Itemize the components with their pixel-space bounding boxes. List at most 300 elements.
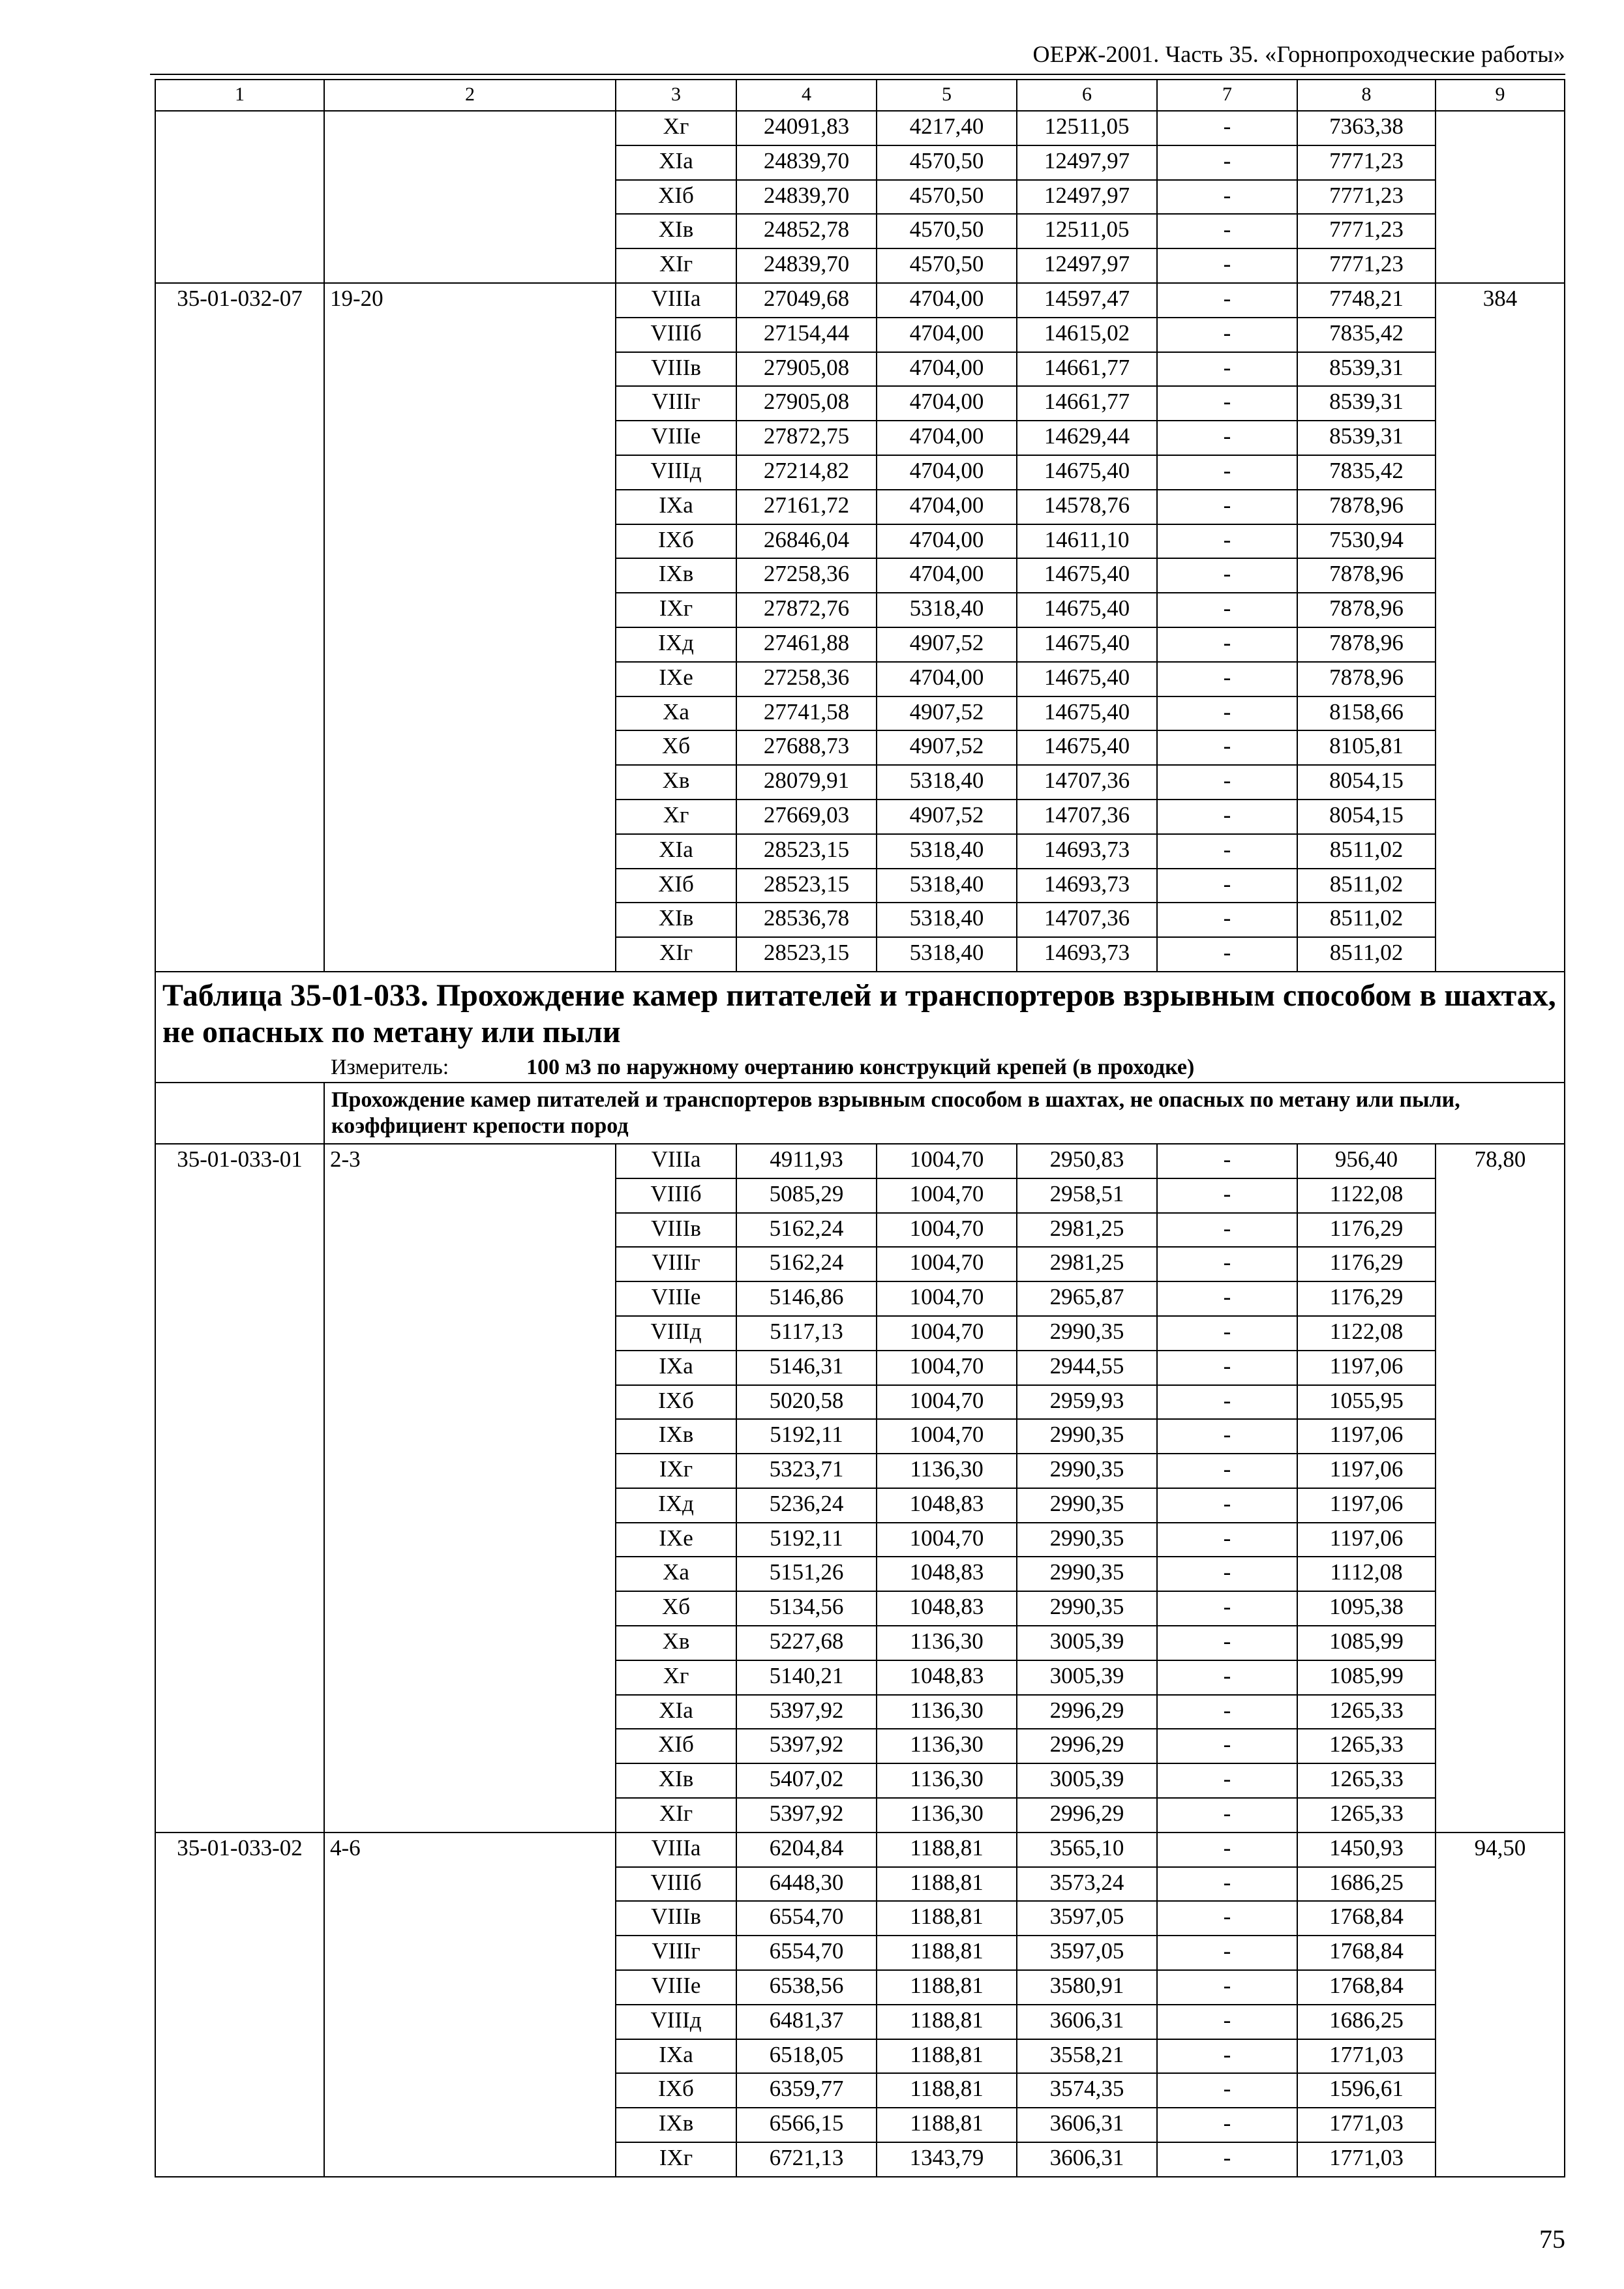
- rock-group-cell: [324, 696, 616, 731]
- table-row: [155, 1901, 1565, 1936]
- wages-cell: 1004,70: [877, 1351, 1017, 1385]
- rock-group-cell: [324, 1316, 616, 1351]
- direct-cost-cell: 5162,24: [736, 1213, 877, 1248]
- driver-wages-cell: -: [1157, 1901, 1297, 1936]
- labor-cost-cell: [1436, 490, 1565, 524]
- table-row: [155, 937, 1565, 972]
- labor-cost-cell: [1436, 1281, 1565, 1316]
- rate-code-cell: [155, 834, 324, 869]
- driver-wages-cell: -: [1157, 696, 1297, 731]
- labor-cost-cell: [1436, 1316, 1565, 1351]
- category-cell: ХIб: [616, 1729, 736, 1763]
- materials-cell: 8511,02: [1297, 937, 1436, 972]
- table-row: [155, 1213, 1565, 1248]
- machines-cell: 14675,40: [1017, 696, 1157, 731]
- machines-cell: 12511,05: [1017, 214, 1157, 248]
- driver-wages-cell: -: [1157, 1144, 1297, 1178]
- rock-group-cell: [324, 1247, 616, 1281]
- machines-cell: 14611,10: [1017, 524, 1157, 559]
- materials-cell: 1265,33: [1297, 1763, 1436, 1798]
- machines-cell: 14693,73: [1017, 869, 1157, 903]
- category-cell: ХIа: [616, 145, 736, 180]
- driver-wages-cell: -: [1157, 627, 1297, 662]
- table-row: [155, 1695, 1565, 1729]
- category-cell: IХа: [616, 2039, 736, 2074]
- wages-cell: 4704,00: [877, 524, 1017, 559]
- wages-cell: 1136,30: [877, 1454, 1017, 1488]
- wages-cell: 4704,00: [877, 421, 1017, 455]
- table-row: [155, 1488, 1565, 1523]
- driver-wages-cell: -: [1157, 2108, 1297, 2142]
- machines-cell: 14661,77: [1017, 352, 1157, 387]
- materials-cell: 1686,25: [1297, 1867, 1436, 1902]
- driver-wages-cell: -: [1157, 1729, 1297, 1763]
- rock-group-cell: [324, 1970, 616, 2005]
- rate-code-cell: [155, 2005, 324, 2039]
- rate-code-cell: [155, 558, 324, 593]
- rock-group-cell: [324, 2108, 616, 2142]
- rate-code-cell: [155, 1523, 324, 1557]
- driver-wages-cell: -: [1157, 1557, 1297, 1591]
- category-cell: ХIв: [616, 214, 736, 248]
- rock-group-cell: [324, 1729, 616, 1763]
- direct-cost-cell: 5134,56: [736, 1591, 877, 1626]
- labor-cost-cell: [1436, 1901, 1565, 1936]
- direct-cost-cell: 27669,03: [736, 800, 877, 834]
- materials-cell: 1085,99: [1297, 1660, 1436, 1695]
- table-row: [155, 1178, 1565, 1213]
- labor-cost-cell: [1436, 869, 1565, 903]
- labor-cost-cell: [1436, 1763, 1565, 1798]
- measure-value: 100 м3 по наружному очертанию конструкций крепей (в проходке): [526, 1055, 1195, 1079]
- wages-cell: 4704,00: [877, 662, 1017, 696]
- materials-cell: 8511,02: [1297, 903, 1436, 937]
- machines-cell: 14615,02: [1017, 318, 1157, 352]
- wages-cell: 1048,83: [877, 1557, 1017, 1591]
- direct-cost-cell: 5323,71: [736, 1454, 877, 1488]
- table-row: [155, 869, 1565, 903]
- labor-cost-cell: [1436, 2039, 1565, 2074]
- machines-cell: 14661,77: [1017, 386, 1157, 421]
- table-row: [155, 627, 1565, 662]
- category-cell: IХа: [616, 1351, 736, 1385]
- labor-cost-cell: [1436, 1557, 1565, 1591]
- table-row: [155, 800, 1565, 834]
- category-cell: IХе: [616, 662, 736, 696]
- labor-cost-cell: [1436, 1729, 1565, 1763]
- driver-wages-cell: -: [1157, 1867, 1297, 1902]
- driver-wages-cell: -: [1157, 421, 1297, 455]
- labor-cost-cell: [1436, 593, 1565, 627]
- direct-cost-cell: 6554,70: [736, 1901, 877, 1936]
- rate-code-cell: [155, 421, 324, 455]
- table-row: [155, 248, 1565, 283]
- rate-code-cell: [155, 593, 324, 627]
- table-row: [155, 283, 1565, 318]
- table-row: [155, 421, 1565, 455]
- table-row: [155, 1281, 1565, 1316]
- direct-cost-cell: 28523,15: [736, 869, 877, 903]
- category-cell: Хв: [616, 1626, 736, 1660]
- wages-cell: 4570,50: [877, 180, 1017, 215]
- machines-cell: 3606,31: [1017, 2005, 1157, 2039]
- machines-cell: 12497,97: [1017, 145, 1157, 180]
- rate-code-cell: [155, 1488, 324, 1523]
- wages-cell: 5318,40: [877, 834, 1017, 869]
- driver-wages-cell: -: [1157, 937, 1297, 972]
- driver-wages-cell: -: [1157, 386, 1297, 421]
- category-cell: IХв: [616, 1419, 736, 1454]
- driver-wages-cell: -: [1157, 558, 1297, 593]
- driver-wages-cell: -: [1157, 662, 1297, 696]
- rate-code-cell: [155, 2073, 324, 2108]
- rock-group-cell: [324, 1763, 616, 1798]
- direct-cost-cell: 24852,78: [736, 214, 877, 248]
- labor-cost-cell: [1436, 800, 1565, 834]
- machines-cell: 2996,29: [1017, 1798, 1157, 1833]
- measure-line: [162, 1053, 1557, 1082]
- driver-wages-cell: -: [1157, 593, 1297, 627]
- machines-cell: 14693,73: [1017, 834, 1157, 869]
- machines-cell: 2944,55: [1017, 1351, 1157, 1385]
- materials-cell: 1112,08: [1297, 1557, 1436, 1591]
- rate-code-cell: [155, 1867, 324, 1902]
- materials-cell: 1265,33: [1297, 1729, 1436, 1763]
- machines-cell: 3606,31: [1017, 2108, 1157, 2142]
- rock-group-cell: 19-20: [324, 283, 616, 318]
- labor-cost-cell: [1436, 2073, 1565, 2108]
- labor-cost-cell: [1436, 1178, 1565, 1213]
- machines-cell: 2958,51: [1017, 1178, 1157, 1213]
- labor-cost-cell: [1436, 1936, 1565, 1970]
- table-row: [155, 1626, 1565, 1660]
- materials-cell: 8511,02: [1297, 869, 1436, 903]
- wages-cell: 4704,00: [877, 558, 1017, 593]
- direct-cost-cell: 6554,70: [736, 1936, 877, 1970]
- wages-cell: 1188,81: [877, 1936, 1017, 1970]
- machines-cell: 12511,05: [1017, 111, 1157, 145]
- rock-group-cell: [324, 937, 616, 972]
- machines-cell: 14675,40: [1017, 627, 1157, 662]
- table-row: [155, 180, 1565, 215]
- table-row: [155, 834, 1565, 869]
- wages-cell: 1004,70: [877, 1281, 1017, 1316]
- labor-cost-cell: [1436, 696, 1565, 731]
- rate-code-cell: [155, 1729, 324, 1763]
- materials-cell: 1771,03: [1297, 2039, 1436, 2074]
- direct-cost-cell: 5397,92: [736, 1729, 877, 1763]
- machines-cell: 2996,29: [1017, 1695, 1157, 1729]
- category-cell: VIIIг: [616, 1936, 736, 1970]
- wages-cell: 5318,40: [877, 593, 1017, 627]
- direct-cost-cell: 26846,04: [736, 524, 877, 559]
- table-title-cell: [155, 972, 1565, 1083]
- machines-cell: 2981,25: [1017, 1247, 1157, 1281]
- labor-cost-cell: [1436, 1213, 1565, 1248]
- rock-group-cell: [324, 1901, 616, 1936]
- direct-cost-cell: 5085,29: [736, 1178, 877, 1213]
- wages-cell: 1188,81: [877, 2005, 1017, 2039]
- category-cell: ХIа: [616, 1695, 736, 1729]
- rate-code-cell: [155, 1351, 324, 1385]
- wages-cell: 1004,70: [877, 1419, 1017, 1454]
- wages-cell: 1188,81: [877, 2039, 1017, 2074]
- table-row: [155, 1729, 1565, 1763]
- table-row: [155, 1144, 1565, 1178]
- driver-wages-cell: -: [1157, 1798, 1297, 1833]
- labor-cost-cell: 384: [1436, 283, 1565, 318]
- materials-cell: 8511,02: [1297, 834, 1436, 869]
- rock-group-cell: [324, 318, 616, 352]
- materials-cell: 1265,33: [1297, 1695, 1436, 1729]
- rate-code-cell: [155, 352, 324, 387]
- rate-code-cell: [155, 1385, 324, 1420]
- table-row: [155, 2108, 1565, 2142]
- direct-cost-cell: 6204,84: [736, 1833, 877, 1867]
- machines-cell: 3573,24: [1017, 1867, 1157, 1902]
- driver-wages-cell: -: [1157, 765, 1297, 800]
- wages-cell: 1136,30: [877, 1763, 1017, 1798]
- direct-cost-cell: 27258,36: [736, 558, 877, 593]
- labor-cost-cell: [1436, 1660, 1565, 1695]
- category-cell: VIIIд: [616, 2005, 736, 2039]
- driver-wages-cell: -: [1157, 730, 1297, 765]
- rock-group-cell: [324, 765, 616, 800]
- labor-cost-cell: [1436, 834, 1565, 869]
- category-cell: VIIIа: [616, 283, 736, 318]
- materials-cell: 1265,33: [1297, 1798, 1436, 1833]
- rock-group-cell: [324, 1488, 616, 1523]
- driver-wages-cell: -: [1157, 1591, 1297, 1626]
- materials-cell: 1771,03: [1297, 2142, 1436, 2177]
- labor-cost-cell: [1436, 1591, 1565, 1626]
- machines-cell: 3005,39: [1017, 1626, 1157, 1660]
- rock-group-cell: [324, 1798, 616, 1833]
- materials-cell: 7878,96: [1297, 490, 1436, 524]
- labor-cost-cell: [1436, 558, 1565, 593]
- machines-cell: 14707,36: [1017, 765, 1157, 800]
- wages-cell: 4570,50: [877, 145, 1017, 180]
- rate-code-cell: [155, 1247, 324, 1281]
- direct-cost-cell: 27214,82: [736, 455, 877, 490]
- wages-cell: 1188,81: [877, 2108, 1017, 2142]
- rock-group-cell: [324, 662, 616, 696]
- labor-cost-cell: [1436, 352, 1565, 387]
- materials-cell: 1197,06: [1297, 1523, 1436, 1557]
- rock-group-cell: [324, 145, 616, 180]
- rate-code-cell: [155, 1901, 324, 1936]
- direct-cost-cell: 27049,68: [736, 283, 877, 318]
- direct-cost-cell: 6448,30: [736, 1867, 877, 1902]
- driver-wages-cell: -: [1157, 111, 1297, 145]
- table-row: [155, 1557, 1565, 1591]
- labor-cost-cell: 78,80: [1436, 1144, 1565, 1178]
- category-cell: Хв: [616, 765, 736, 800]
- rate-code-cell: [155, 1213, 324, 1248]
- rate-code-cell: [155, 1626, 324, 1660]
- rate-code-cell: 35-01-033-02: [155, 1833, 324, 1867]
- direct-cost-cell: 5117,13: [736, 1316, 877, 1351]
- category-cell: Хг: [616, 800, 736, 834]
- labor-cost-cell: [1436, 180, 1565, 215]
- labor-cost-cell: [1436, 248, 1565, 283]
- rate-code-cell: [155, 1281, 324, 1316]
- machines-cell: 2950,83: [1017, 1144, 1157, 1178]
- category-cell: ХIг: [616, 248, 736, 283]
- table-body: [155, 80, 1565, 2177]
- driver-wages-cell: -: [1157, 352, 1297, 387]
- driver-wages-cell: -: [1157, 800, 1297, 834]
- category-cell: VIIIг: [616, 386, 736, 421]
- rock-group-cell: [324, 2142, 616, 2177]
- wages-cell: 4704,00: [877, 283, 1017, 318]
- table-row: [155, 2039, 1565, 2074]
- rock-group-cell: [324, 627, 616, 662]
- direct-cost-cell: 5192,11: [736, 1419, 877, 1454]
- wages-cell: 1188,81: [877, 1970, 1017, 2005]
- direct-cost-cell: 5192,11: [736, 1523, 877, 1557]
- rock-group-cell: [324, 1557, 616, 1591]
- wages-cell: 4907,52: [877, 800, 1017, 834]
- category-cell: IХд: [616, 1488, 736, 1523]
- materials-cell: 7878,96: [1297, 593, 1436, 627]
- labor-cost-cell: [1436, 1867, 1565, 1902]
- driver-wages-cell: -: [1157, 318, 1297, 352]
- driver-wages-cell: -: [1157, 1178, 1297, 1213]
- table-row: [155, 696, 1565, 731]
- machines-cell: 14578,76: [1017, 490, 1157, 524]
- materials-cell: 1122,08: [1297, 1316, 1436, 1351]
- column-number-row: [155, 80, 1565, 111]
- rock-group-cell: [324, 1178, 616, 1213]
- rock-group-cell: [324, 2073, 616, 2108]
- direct-cost-cell: 28523,15: [736, 834, 877, 869]
- category-cell: VIIIв: [616, 1213, 736, 1248]
- wages-cell: 1188,81: [877, 1833, 1017, 1867]
- direct-cost-cell: 27872,75: [736, 421, 877, 455]
- materials-cell: 8539,31: [1297, 352, 1436, 387]
- driver-wages-cell: -: [1157, 248, 1297, 283]
- rate-code-cell: [155, 1763, 324, 1798]
- machines-cell: 14707,36: [1017, 800, 1157, 834]
- driver-wages-cell: -: [1157, 1385, 1297, 1420]
- materials-cell: 1768,84: [1297, 1936, 1436, 1970]
- category-cell: VIIIг: [616, 1247, 736, 1281]
- column-number: 2: [324, 80, 616, 111]
- rock-group-cell: [324, 214, 616, 248]
- machines-cell: 2990,35: [1017, 1454, 1157, 1488]
- wages-cell: 4704,00: [877, 318, 1017, 352]
- labor-cost-cell: [1436, 1351, 1565, 1385]
- table-row: [155, 214, 1565, 248]
- rock-group-cell: [324, 1936, 616, 1970]
- labor-cost-cell: [1436, 903, 1565, 937]
- materials-cell: 7835,42: [1297, 455, 1436, 490]
- materials-cell: 7363,38: [1297, 111, 1436, 145]
- labor-cost-cell: [1436, 145, 1565, 180]
- rate-code-cell: [155, 1660, 324, 1695]
- category-cell: ХIа: [616, 834, 736, 869]
- materials-cell: 1771,03: [1297, 2108, 1436, 2142]
- materials-cell: 7835,42: [1297, 318, 1436, 352]
- machines-cell: 3574,35: [1017, 2073, 1157, 2108]
- wages-cell: 1136,30: [877, 1626, 1017, 1660]
- machines-cell: 3005,39: [1017, 1660, 1157, 1695]
- machines-cell: 3005,39: [1017, 1763, 1157, 1798]
- rock-group-cell: [324, 1523, 616, 1557]
- direct-cost-cell: 24839,70: [736, 145, 877, 180]
- wages-cell: 4907,52: [877, 696, 1017, 731]
- rock-group-cell: [324, 1626, 616, 1660]
- rock-group-cell: [324, 386, 616, 421]
- rock-group-cell: 2-3: [324, 1144, 616, 1178]
- driver-wages-cell: -: [1157, 455, 1297, 490]
- rate-code-cell: [155, 1936, 324, 1970]
- driver-wages-cell: -: [1157, 180, 1297, 215]
- labor-cost-cell: [1436, 1419, 1565, 1454]
- materials-cell: 7771,23: [1297, 145, 1436, 180]
- table-row: [155, 1833, 1565, 1867]
- rock-group-cell: [324, 111, 616, 145]
- category-cell: ХIб: [616, 180, 736, 215]
- labor-cost-cell: [1436, 1454, 1565, 1488]
- labor-cost-cell: [1436, 455, 1565, 490]
- wages-cell: 1004,70: [877, 1523, 1017, 1557]
- rate-code-cell: [155, 2108, 324, 2142]
- direct-cost-cell: 5162,24: [736, 1247, 877, 1281]
- wages-cell: 4907,52: [877, 627, 1017, 662]
- machines-cell: 14675,40: [1017, 593, 1157, 627]
- rate-code-cell: [155, 730, 324, 765]
- rock-group-cell: [324, 421, 616, 455]
- table-row: [155, 2005, 1565, 2039]
- driver-wages-cell: -: [1157, 1695, 1297, 1729]
- category-cell: IХе: [616, 1523, 736, 1557]
- wages-cell: 5318,40: [877, 869, 1017, 903]
- rate-code-cell: [155, 1695, 324, 1729]
- driver-wages-cell: -: [1157, 1419, 1297, 1454]
- column-number: 1: [155, 80, 324, 111]
- table-row: [155, 730, 1565, 765]
- rate-code-cell: [155, 524, 324, 559]
- rock-group-cell: [324, 1351, 616, 1385]
- labor-cost-cell: [1436, 421, 1565, 455]
- driver-wages-cell: -: [1157, 283, 1297, 318]
- driver-wages-cell: -: [1157, 1351, 1297, 1385]
- rate-code-cell: [155, 1454, 324, 1488]
- machines-cell: 14675,40: [1017, 558, 1157, 593]
- labor-cost-cell: [1436, 2005, 1565, 2039]
- category-cell: IХг: [616, 2142, 736, 2177]
- driver-wages-cell: -: [1157, 1763, 1297, 1798]
- table-row: [155, 1316, 1565, 1351]
- table-title: Таблица 35-01-033. Прохождение камер питателей и транспортеров взрывным способом в шахтах, не опасных по метану или пыли: [162, 978, 1556, 1049]
- direct-cost-cell: 24091,83: [736, 111, 877, 145]
- direct-cost-cell: 28536,78: [736, 903, 877, 937]
- direct-cost-cell: 5407,02: [736, 1763, 877, 1798]
- rate-code-cell: [155, 455, 324, 490]
- wages-cell: 4570,50: [877, 248, 1017, 283]
- direct-cost-cell: 5146,86: [736, 1281, 877, 1316]
- category-cell: IХг: [616, 1454, 736, 1488]
- direct-cost-cell: 6481,37: [736, 2005, 877, 2039]
- table-row: [155, 1763, 1565, 1798]
- rock-group-cell: [324, 524, 616, 559]
- direct-cost-cell: 24839,70: [736, 248, 877, 283]
- driver-wages-cell: -: [1157, 903, 1297, 937]
- labor-cost-cell: [1436, 730, 1565, 765]
- wages-cell: 1136,30: [877, 1729, 1017, 1763]
